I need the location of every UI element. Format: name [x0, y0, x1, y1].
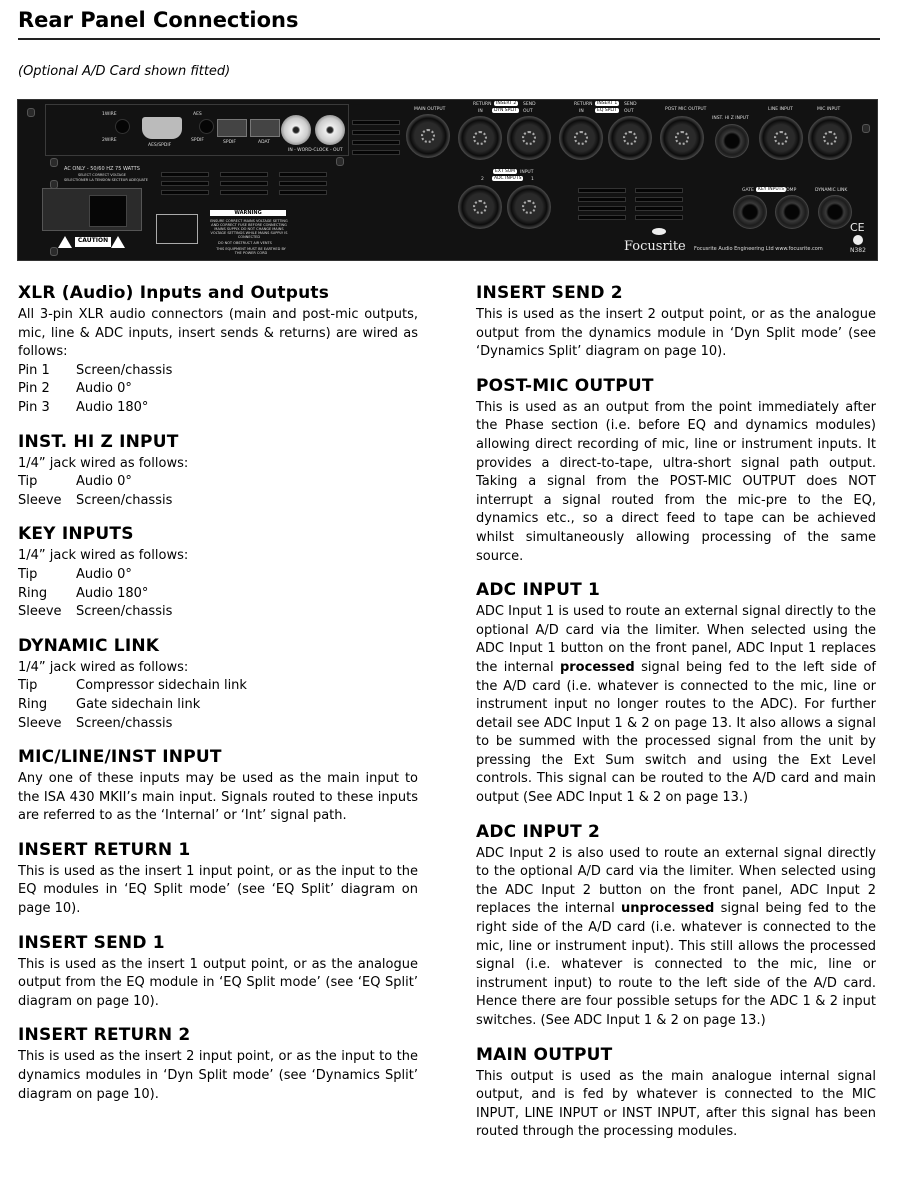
section-heading: INSERT RETURN 1 — [18, 839, 191, 860]
wiring-row — [18, 566, 418, 585]
vent — [635, 206, 683, 211]
body-text: signal being fed to the right side of the A/D card (i.e. whatever is connected to the mic, line or instrument input). This still allows the processed signal (i.e. whatever is connected to the mic, line or instrument input) to route to the left side of the A/D card. Hence there are four possible setups for the ADC 1 & 2 input switches. (See ADC Input 1 & 2 on page 13.) — [476, 901, 876, 1028]
focusrite-logo-icon — [652, 228, 666, 235]
label-1wire: 1WIRE — [102, 112, 117, 117]
company-text: Focusrite Audio Engineering Ltd www.focusrite.com — [694, 246, 823, 252]
label-comp: COMP — [783, 188, 797, 193]
section-dynamic-link — [18, 635, 418, 733]
section-heading: ADC INPUT 2 — [476, 821, 601, 842]
screw-icon — [50, 158, 58, 167]
vent — [279, 190, 327, 195]
vent — [220, 172, 268, 177]
screw-icon — [336, 157, 344, 166]
section-post-mic-output — [476, 375, 876, 566]
ce-mark-icon: CE — [850, 221, 865, 234]
label-out: OUT — [523, 109, 533, 114]
wiring-row — [18, 473, 418, 492]
wiring-signal: Screen/chassis — [76, 362, 173, 378]
label-select-voltage-fr: SELECTIONER LA TENSION SECTEUR ADEQUATE — [64, 178, 149, 182]
bnc-wordclock-in-icon — [281, 115, 311, 145]
wiring-row — [18, 677, 418, 696]
wiring-signal: Compressor sidechain link — [76, 678, 247, 694]
post-mic-output-xlr-connector — [660, 116, 704, 160]
gate-key-jack-connector — [733, 195, 767, 229]
vent — [220, 190, 268, 195]
section-heading: INSERT SEND 1 — [18, 932, 165, 953]
wiring-row — [18, 585, 418, 604]
section-heading: ADC INPUT 1 — [476, 580, 601, 601]
section-body: 1/4” jack wired as follows: — [18, 659, 189, 675]
screw-icon — [862, 124, 870, 133]
section-body: Any one of these inputs may be used as the main input to the ISA 430 MKII’s main input. Signals routed to these inputs are referred to as the ‘Internal’ or ‘Int’ signal path. — [18, 771, 418, 824]
power-socket-icon — [89, 195, 127, 227]
rear-panel-image — [17, 99, 878, 261]
section-heading: XLR (Audio) Inputs and Outputs — [18, 283, 330, 303]
wiring-pin: Sleeve — [18, 492, 62, 508]
key-inputs-tag: KEY INPUTS — [758, 187, 785, 192]
label-dynamic-link: DYNAMIC LINK — [815, 188, 848, 193]
vent — [161, 190, 209, 195]
section-body: This is used as the insert 2 output point, or as the analogue output from the dynamics module in ‘Dyn Split mode’ (see ‘Dynamics Split’ diagram on page 10). — [476, 307, 876, 360]
n-code: N382 — [850, 247, 866, 254]
section-body: 1/4” jack wired as follows: — [18, 455, 189, 471]
bnc-wordclock-out-icon — [315, 115, 345, 145]
wiring-row — [18, 399, 418, 418]
eq-split-tag: EQ SPLIT — [597, 108, 617, 113]
wiring-signal: Audio 180° — [76, 585, 149, 601]
section-heading: INST. HI Z INPUT — [18, 431, 179, 452]
wiring-signal: Screen/chassis — [76, 715, 173, 731]
section-adc-input-2 — [476, 821, 876, 1031]
section-body: This is used as an output from the point immediately after the Phase section (i.e. before EQ and dynamics modules) allowing direct recording of mic, line or instrument inputs. It provides a direct-to-tape, ultra-short signal path output. Taking a signal from the POST-MIC OUTPUT does NOT interrupt a signal routed from the mic-pre to the EQ, dynamics etc., so a direct feed to tape can be achieved whilst simultaneously allowing processing of the same source. — [476, 399, 876, 564]
adc-input-1-xlr-connector — [507, 185, 551, 229]
label-adc-2: 2 — [481, 177, 484, 182]
vent — [220, 181, 268, 186]
wire-select-switch — [115, 119, 130, 134]
adc-input-2-xlr-connector — [458, 185, 502, 229]
section-body: 1/4” jack wired as follows: — [18, 548, 189, 564]
label-wordclock: IN - WORD-CLOCK - OUT — [288, 148, 343, 153]
wiring-pin: Pin 3 — [18, 399, 50, 415]
comp-key-jack-connector — [775, 195, 809, 229]
section-xlr — [18, 282, 418, 418]
page-title: Rear Panel Connections — [18, 8, 299, 32]
screw-icon — [27, 108, 35, 117]
fuse-table — [156, 214, 198, 244]
emphasis-text: unprocessed — [621, 901, 715, 917]
dynamic-link-jack-connector — [818, 195, 852, 229]
vent — [578, 215, 626, 220]
section-heading: INSERT SEND 2 — [476, 283, 623, 303]
label-inst-hiz-input: INST. HI Z INPUT — [712, 116, 749, 121]
wiring-pin: Ring — [18, 696, 48, 712]
label-out: OUT — [624, 109, 634, 114]
wiring-pin: Tip — [18, 678, 38, 694]
mic-input-xlr-connector — [808, 116, 852, 160]
label-adc-1: 1 — [531, 177, 534, 182]
label-return: RETURN — [473, 102, 492, 107]
label-post-mic-output: POST MIC OUTPUT — [665, 107, 707, 112]
vent — [279, 181, 327, 186]
wiring-signal: Screen/chassis — [76, 604, 173, 620]
label-aes-spdif: AES/SPDIF — [148, 143, 172, 148]
earthed-text: THIS EQUIPMENT MUST BE EARTHED BY THE POWER CORD — [216, 247, 286, 255]
optical-spdif-connector-icon — [217, 119, 247, 137]
vent — [352, 120, 400, 125]
wiring-pin: Sleeve — [18, 715, 62, 731]
wiring-signal: Audio 0° — [76, 474, 132, 490]
caution-label: CAUTION — [75, 237, 111, 247]
wiring-row — [18, 603, 418, 622]
dsub-connector-icon — [142, 117, 182, 139]
vent — [635, 215, 683, 220]
label-in: IN — [478, 109, 483, 114]
vent — [578, 197, 626, 202]
warning-text: ENSURE CORRECT MAINS VOLTAGE SETTING AND CORRECT FUSE BEFORE CONNECTING MAINS SUPPLY. DO NOT CHANGE MAINS VOLTAGE SETTINGS WHILE MAINS SUPPLY IS CONNECTED — [210, 219, 288, 239]
label-gate: GATE — [742, 188, 754, 193]
section-insert-send-1 — [18, 932, 418, 1012]
section-body: This is used as the insert 1 output point, or as the analogue output from the EQ module in ‘EQ Split mode’ (see ‘EQ Split’ diagram on page 10). — [18, 956, 418, 1009]
wiring-row — [18, 492, 418, 511]
label-ac-only: AC ONLY - 50/60 HZ 75 WATTS — [64, 166, 140, 172]
section-mic-line-inst-input — [18, 746, 418, 826]
brand-name: Focusrite — [624, 239, 686, 254]
warning-triangle-icon — [58, 236, 72, 248]
body-text: ADC Input 1 is used to route an external signal directly to the optional A/D card via the limiter. When selected using the ADC Input 1 button on the front panel, ADC Input 1 replaces the internal — [476, 604, 876, 675]
main-output-xlr-connector — [406, 114, 450, 158]
emphasis-text: processed — [559, 659, 635, 675]
left-column — [18, 282, 418, 1117]
section-insert-send-2 — [476, 282, 876, 362]
section-heading: MAIN OUTPUT — [476, 1044, 613, 1065]
wiring-row — [18, 696, 418, 715]
optical-adat-connector-icon — [250, 119, 280, 137]
insert-send-2-xlr-connector — [507, 116, 551, 160]
wiring-row — [18, 715, 418, 734]
section-body — [476, 845, 876, 1031]
vent — [578, 206, 626, 211]
line-input-xlr-connector — [759, 116, 803, 160]
wiring-pin: Ring — [18, 585, 48, 601]
section-adc-input-1 — [476, 579, 876, 808]
vent — [161, 181, 209, 186]
c-tick-mark-icon — [853, 235, 863, 245]
warning-label: WARNING — [210, 210, 286, 216]
section-heading: POST-MIC OUTPUT — [476, 375, 654, 396]
label-mic-input: MIC INPUT — [817, 107, 841, 112]
vent — [635, 188, 683, 193]
aes-spdif-switch — [199, 119, 214, 134]
section-body: This is used as the insert 2 input point, or as the input to the dynamics modules in ‘Dyn Split mode’ (see ‘Dynamics Split’ diagram on page 10). — [18, 1049, 418, 1102]
wiring-pin: Tip — [18, 566, 38, 582]
section-body — [476, 603, 876, 808]
wiring-pin: Tip — [18, 474, 38, 490]
ext-sum-tag: EXT SUM — [495, 169, 516, 174]
title-rule — [18, 38, 880, 40]
wiring-pin: Pin 2 — [18, 381, 50, 397]
adc-inputs-tag: ADC INPUTS — [494, 176, 522, 181]
insert-return-1-xlr-connector — [559, 116, 603, 160]
section-main-output — [476, 1044, 876, 1142]
wiring-signal: Audio 180° — [76, 399, 149, 415]
section-heading: INSERT RETURN 2 — [18, 1025, 191, 1046]
section-body: This is used as the insert 1 input point, or as the input to the EQ modules in ‘EQ Split mode’ (see ‘EQ Split’ diagram on page 10). — [18, 863, 418, 917]
vent — [578, 188, 626, 193]
vent — [352, 150, 400, 155]
body-text: signal being fed to the left side of the A/D card (i.e. whatever is connected to the mic, line or instrument input no longer routes to the ADC). For further detail see ADC Input 1 & 2 on page 13. It also allows a signal to be summed with the processed signal from the unit by pressing the Ext Sum switch and using the Ext Level controls. This signal can be routed to the A/D card and main output (See ADC Input 1 & 2 on page 13.) — [476, 659, 876, 806]
section-insert-return-2 — [18, 1024, 418, 1104]
section-body: All 3-pin XLR audio connectors (main and post-mic outputs, mic, line & ADC inputs, insert sends & returns) are wired as follows: — [18, 307, 418, 360]
label-spdif-switch: SPDIF — [191, 138, 204, 143]
section-body: This output is used as the main analogue internal signal output, and is fed by whatever is connected to the MIC INPUT, LINE INPUT or INST INPUT, after this signal has been routed through the processing modules. — [476, 1068, 876, 1140]
wiring-signal: Gate sidechain link — [76, 696, 201, 712]
label-adat: ADAT — [258, 140, 270, 145]
body-text: ADC Input 2 is also used to route an external signal directly to the optional A/D card via the limiter. When selected using the ADC Input 2 button on the front panel, ADC Input 2 replaces the internal — [476, 845, 876, 917]
vent — [635, 197, 683, 202]
screw-icon — [50, 247, 58, 256]
dyn-split-tag: DYN SPLIT — [494, 108, 517, 113]
iec-power-inlet — [42, 188, 142, 231]
label-return: RETURN — [574, 102, 593, 107]
wiring-signal: Screen/chassis — [76, 492, 173, 508]
label-send: SEND — [523, 102, 536, 107]
label-send: SEND — [624, 102, 637, 107]
label-line-input: LINE INPUT — [768, 107, 793, 112]
section-heading: MIC/LINE/INST INPUT — [18, 747, 222, 768]
vent — [161, 172, 209, 177]
wiring-pin: Pin 1 — [18, 362, 50, 378]
wiring-pin: Sleeve — [18, 604, 62, 620]
label-input: INPUT — [520, 170, 534, 175]
insert2-tag: INSERT 2 — [496, 101, 517, 106]
vent — [352, 140, 400, 145]
air-vents-text: DO NOT OBSTRUCT AIR VENTS — [218, 241, 272, 245]
vent — [279, 172, 327, 177]
page-subtitle: (Optional A/D Card shown fitted) — [18, 64, 231, 79]
label-spdif-optical: SPDIF — [223, 140, 236, 145]
label-in: IN — [579, 109, 584, 114]
label-main-output: MAIN OUTPUT — [414, 107, 446, 112]
label-aes: AES — [193, 112, 202, 117]
insert1-tag: INSERT 1 — [597, 101, 618, 106]
inst-hiz-jack-connector — [715, 124, 749, 158]
section-heading: DYNAMIC LINK — [18, 635, 160, 656]
section-key-inputs — [18, 523, 418, 621]
wiring-row — [18, 362, 418, 381]
section-insert-return-1 — [18, 839, 418, 919]
section-inst-hiz-input — [18, 431, 418, 511]
wiring-row — [18, 380, 418, 399]
section-heading: KEY INPUTS — [18, 524, 134, 545]
insert-send-1-xlr-connector — [608, 116, 652, 160]
right-column — [476, 282, 876, 1155]
label-2wire: 2WIRE — [102, 138, 117, 143]
vent — [352, 130, 400, 135]
wiring-signal: Audio 0° — [76, 566, 132, 582]
label-select-voltage: SELECT CORRECT VOLTAGE — [78, 173, 126, 177]
insert-return-2-xlr-connector — [458, 116, 502, 160]
wiring-signal: Audio 0° — [76, 381, 132, 397]
warning-triangle-icon — [111, 236, 125, 248]
